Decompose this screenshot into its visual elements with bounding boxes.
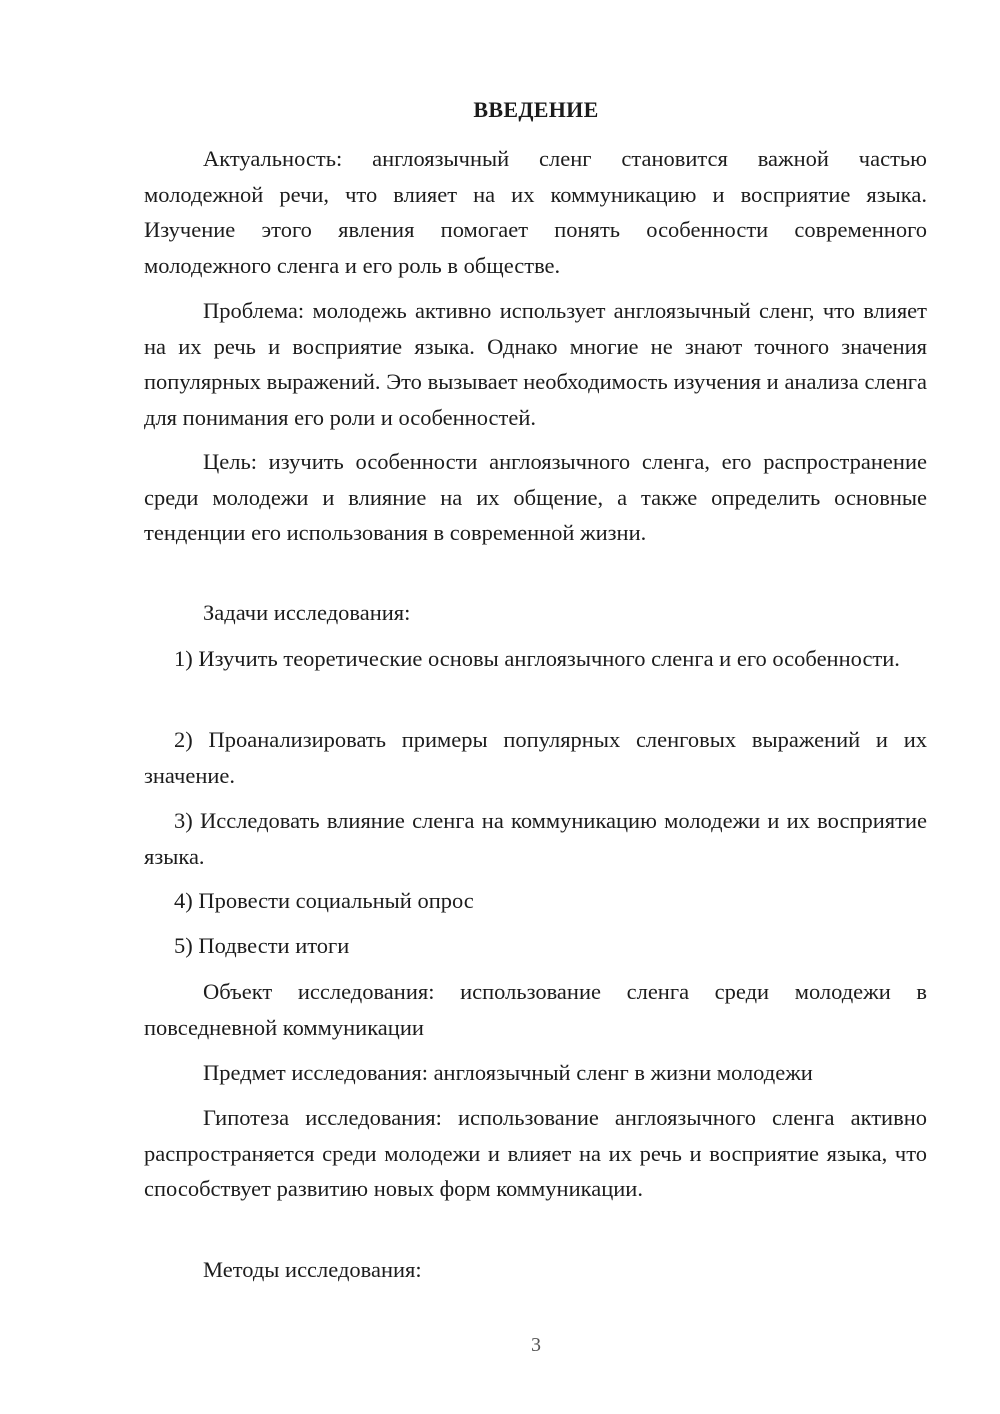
- section-heading: ВВЕДЕНИЕ: [473, 97, 599, 122]
- paragraph-subject: Предмет исследования: англоязычный сленг в жизни молодежи: [203, 1060, 813, 1085]
- list-item-task-3: 3) Исследовать влияние сленга на коммуникацию молодежи и их восприятие языка.: [144, 808, 927, 869]
- list-item-task-5: 5) Подвести итоги: [174, 933, 350, 958]
- list-item-task-1: 1) Изучить теоретические основы англоязычного сленга и его особенности.: [174, 646, 900, 671]
- paragraph-methods: Методы исследования:: [203, 1257, 422, 1282]
- paragraph-problem: Проблема: молодежь активно использует англоязычный сленг, что влияет на их речь и восприятие языка. Однако многие не знают точного значения популярных выражений. Это вызывает необходимость изучения и анализа сленга для понимания его роли и особенностей.: [144, 298, 927, 430]
- list-item-task-4: 4) Провести социальный опрос: [174, 888, 474, 913]
- list-item-task-2: 2) Проанализировать примеры популярных сленговых выражений и их значение.: [144, 727, 927, 788]
- page-number: 3: [531, 1334, 541, 1356]
- paragraph-hypothesis: Гипотеза исследования: использование англоязычного сленга активно распространяется среди молодежи и влияет на их речь и восприятие языка, что способствует развитию новых форм коммуникации.: [144, 1105, 927, 1201]
- paragraph-relevance: Актуальность: англоязычный сленг становится важной частью молодежной речи, что влияет на их коммуникацию и восприятие языка. Изучение этого явления помогает понять особенности современного молодежного сленга и его роль в обществе.: [144, 146, 927, 278]
- paragraph-tasks-heading: Задачи исследования:: [203, 600, 411, 625]
- paragraph-object: Объект исследования: использование сленга среди молодежи в повседневной коммуникации: [144, 979, 927, 1040]
- paragraph-goal: Цель: изучить особенности англоязычного сленга, его распространение среди молодежи и влияние на их общение, а также определить основные тенденции его использования в современной жизни.: [144, 449, 927, 545]
